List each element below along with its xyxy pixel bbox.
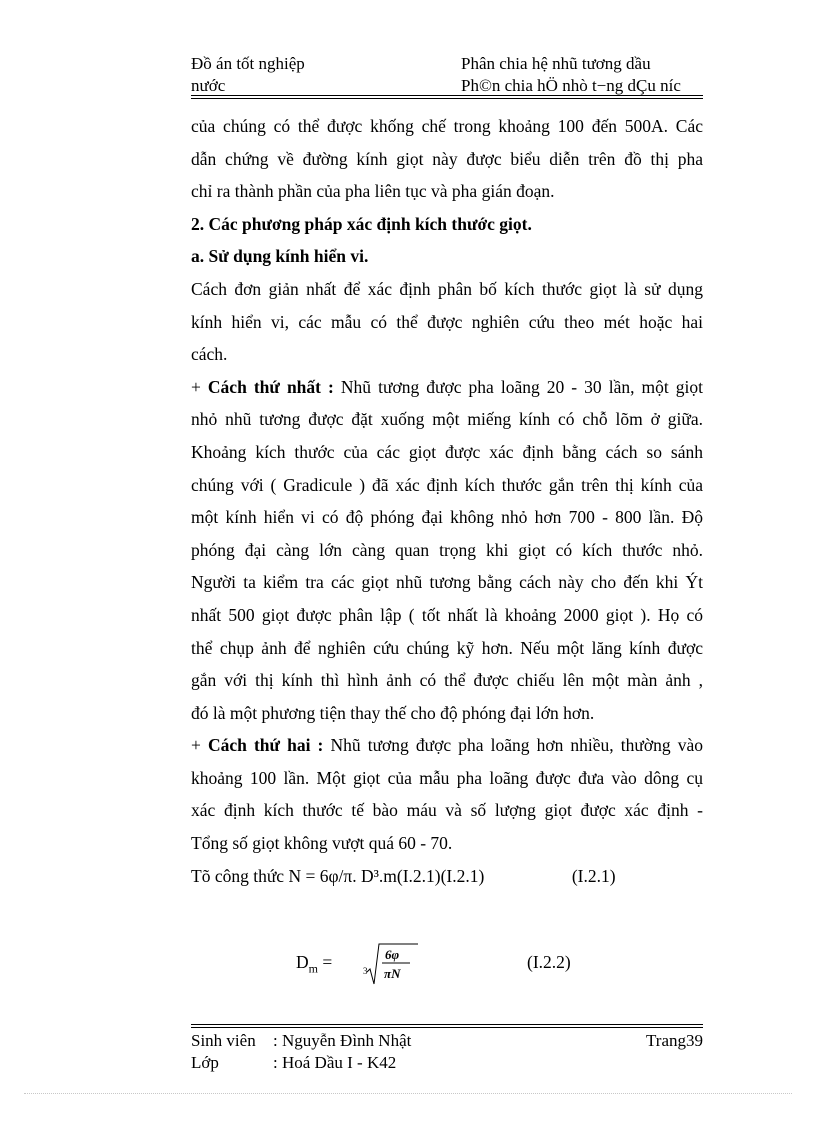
header-thesis-label: Đồ án tốt nghiệp (191, 54, 305, 73)
text-line: chúng với ( Gradicule ) đã xác định kích thước gắn trên thị kính của (191, 474, 703, 495)
formula-block (296, 942, 596, 986)
section-heading: 2. Các phương pháp xác định kích thước giọt. (191, 213, 532, 234)
text-line: nhất 500 giọt được phân lập ( tốt nhất là khoảng 2000 giọt ). Họ có (191, 604, 703, 625)
text-line: chỉ ra thành phần của pha liên tục và pha gián đoạn. (191, 181, 555, 202)
header-row-2 (191, 76, 703, 96)
header-chapter-title: Phân chia hệ nhũ tương dầu (461, 54, 651, 73)
text-line: kính hiển vi, các mẫu có thể được nghiên cứu theo mét hoặc hai (191, 311, 703, 332)
text-line: nhỏ nhũ tương được đặt xuống một miếng kính có chỗ lõm ở giữa. (191, 409, 703, 430)
footer-rule-bottom (191, 1027, 703, 1028)
text-line: thể chụp ảnh để nghiên cứu chúng kỹ hơn. Nếu một lăng kính được (191, 637, 703, 658)
root-index: 3 (363, 966, 368, 976)
footer-row-2 (191, 1053, 703, 1073)
body-text (191, 110, 703, 892)
text-line: gắn với thị kính thì hình ảnh có thể được chiếu lên một màn ảnh , (191, 670, 703, 691)
subsection-heading: a. Sử dụng kính hiển vi. (191, 246, 369, 267)
footer-class (191, 1053, 396, 1073)
formula-lhs-text: $D_m$ = (296, 952, 333, 976)
text-line: xác định kích thước tế bào máu và số lượng giọt được xác định - (191, 800, 703, 821)
header-row-1 (191, 54, 703, 74)
header-rule-top (191, 95, 703, 96)
footer-class-label: Lớp (191, 1053, 219, 1072)
formula-line-1: Tõ công thức N = 6φ/π. D³.m(I.2.1)(I.2.1) (I.2.1) (191, 865, 616, 886)
text-line: Tổng số giọt không vượt quá 60 - 70. (191, 833, 453, 854)
text-line: khoảng 100 lần. Một giọt của mẫu pha loãng được đưa vào dông cụ (191, 767, 703, 788)
header-chapter-title-garbled: Ph©n chia hÖ nhò t−ng dÇu níc (461, 76, 681, 95)
footer-rule-top (191, 1024, 703, 1025)
text-line: phóng đại càng lớn càng quan trọng khi giọt có kích thước nhỏ. (191, 539, 703, 560)
text-line: dẫn chứng về đường kính giọt này được biểu diễn trên đồ thị pha (191, 148, 703, 169)
header-rule-bottom (191, 98, 703, 99)
text-line: của chúng có thể được khống chế trong khoảng 100 đến 500A. Các (191, 116, 703, 136)
formula-lhs (296, 952, 332, 977)
fraction-denominator: πN (384, 966, 401, 981)
text-line: cách. (191, 344, 228, 365)
text-line: một kính hiển vi có độ phóng đại không nhỏ hơn 700 - 800 lần. Độ (191, 507, 703, 528)
footer-page-number: Trang39 (646, 1031, 703, 1050)
text-line: Người ta kiểm tra các giọt nhũ tương bằng cách này cho đến khi Ýt (191, 572, 703, 593)
footer-student-label: Sinh viên (191, 1031, 256, 1050)
page-edge-dotted-line (24, 1093, 792, 1094)
text-line: Cách đơn giản nhất để xác định phân bố kích thước giọt là sử dụng (191, 278, 703, 299)
header-thesis-label-cont: nước (191, 76, 226, 95)
footer-student (191, 1031, 411, 1051)
cube-root-formula (360, 942, 420, 986)
text-line: Khoảng kích thước của các giọt được xác định bằng cách so sánh (191, 441, 703, 462)
footer-class-name: : Hoá Dầu I - K42 (273, 1053, 397, 1072)
footer-student-name: : Nguyễn Đình Nhật (273, 1031, 412, 1050)
method-one-line: + Cách thứ nhất : Nhũ tương được pha loãng 20 - 30 lần, một giọt (191, 376, 703, 397)
text-line: đó là một phương tiện thay thế cho độ phóng đại lớn hơn. (191, 702, 595, 723)
formula-code: (I.2.2) (527, 952, 571, 972)
fraction-numerator: 6φ (385, 947, 400, 962)
footer-row-1 (191, 1031, 703, 1051)
method-two-line: + Cách thứ hai : Nhũ tương được pha loãng hơn nhiều, thường vào (191, 735, 703, 756)
